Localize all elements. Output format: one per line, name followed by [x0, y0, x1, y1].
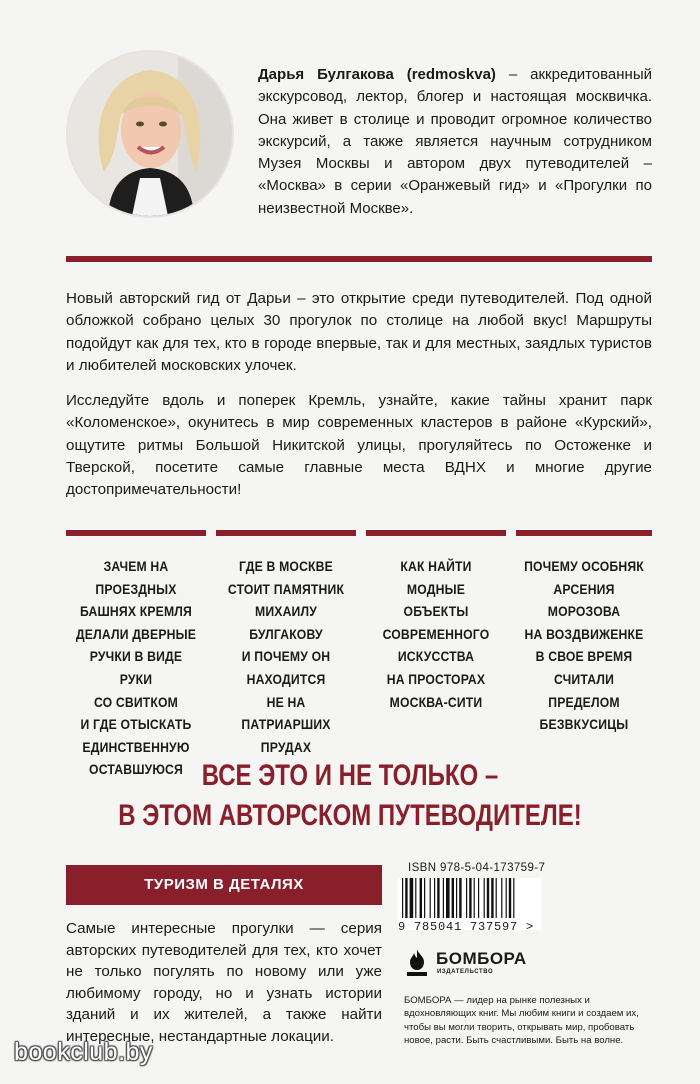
fact-block-4: ПОЧЕМУ ОСОБНЯК АРСЕНИЯ МОРОЗОВА НА ВОЗДВИЖЕНКЕ В СВОЕ ВРЕМЯ СЧИТАЛИ ПРЕДЕЛОМ БЕЗВКУСИЦЫ: [524, 559, 644, 734]
author-photo: [66, 50, 234, 218]
watermark: bookclub.by: [14, 1038, 153, 1066]
fact-divider-4: [516, 530, 652, 536]
fact-divider-3: [366, 530, 506, 536]
intro-paragraph-1: Новый авторский гид от Дарьи – это открытие среди путеводителей. Под одной обложкой собрано целых 30 прогулок по столице на любой вкус! Маршруты подойдут как для тех, кто в городе впервые, так и для местных, заядлых туристов и любителей московских улочек.: [66, 290, 652, 374]
fact-divider-2: [216, 530, 356, 536]
fact-block-1: ЗАЧЕМ НА ПРОЕЗДНЫХ БАШНЯХ КРЕМЛЯ ДЕЛАЛИ ДВЕРНЫЕ РУЧКИ В ВИДЕ РУКИ СО СВИТКОМ И ГДЕ ОТЫСКАТЬ ЕДИНСТВЕННУЮ ОСТАВШУЮСЯ: [75, 559, 197, 779]
author-bio: [258, 64, 652, 220]
fact-block-2: ГДЕ В МОСКВЕ СТОИТ ПАМЯТНИК МИХАИЛУ БУЛГАКОВУ И ПОЧЕМУ ОН НАХОДИТСЯ НЕ НА ПАТРИАРШИХ ПРУДАХ: [227, 559, 345, 756]
series-description: Самые интересные прогулки — серия авторских путеводителей для тех, кто хочет не только погулять по новому или уже любимому городу, но и узнать истории зданий и их жителей, а также найти интересные, нестандартные локации.: [66, 920, 382, 1045]
series-title: ТУРИЗМ В ДЕТАЛЯХ: [66, 865, 382, 905]
publisher-name: БОМБОРА: [436, 949, 527, 968]
publisher-logo-icon: [404, 948, 430, 978]
publisher-subtitle: ИЗДАТЕЛЬСТВО: [437, 969, 494, 975]
intro-paragraph-2: Исследуйте вдоль и поперек Кремль, узнайте, какие тайны хранит парк «Коломенское», окунитесь в мир современных кластеров в районе «Курский», ощутите ритмы Большой Никитской улицы, прогуляйтесь по Остоженке и Тверской, посетите самые главные места ВДНХ и многие другие достопримечательности!: [66, 392, 652, 499]
tagline: ВСЕ ЭТО И НЕ ТОЛЬКО – В ЭТОМ АВТОРСКОМ ПУТЕВОДИТЕЛЕ!: [118, 759, 582, 832]
isbn-label: ISBN 978-5-04-173759-7: [408, 862, 546, 874]
publisher-description: БОМБОРА — лидер на рынке полезных и вдохновляющих книг. Мы любим книги и создаем их, чтобы вы могли творить, открывать мир, пробовать новое, расти. Быть счастливыми. Быть на волне.: [404, 995, 639, 1046]
section-divider: [66, 256, 652, 262]
fact-divider-1: [66, 530, 206, 536]
author-bio-text: – аккредитованный экскурсовод, лектор, блогер и настоящая москвичка. Она живет в столице и проводит огромное количество экскурсий, а также является научным сотрудником Музея Москвы и автором двух путеводителей – «Москва» в серии «Оранжевый гид» и «Прогулки по неизвестной Москве».: [258, 66, 652, 217]
fact-block-3: КАК НАЙТИ МОДНЫЕ ОБЪЕКТЫ СОВРЕМЕННОГО ИСКУССТВА НА ПРОСТОРАХ МОСКВА-СИТИ: [382, 559, 490, 711]
author-name: Дарья Булгакова (redmoskva): [258, 66, 496, 83]
barcode-digits: 9 785041 737597 >: [398, 920, 535, 934]
